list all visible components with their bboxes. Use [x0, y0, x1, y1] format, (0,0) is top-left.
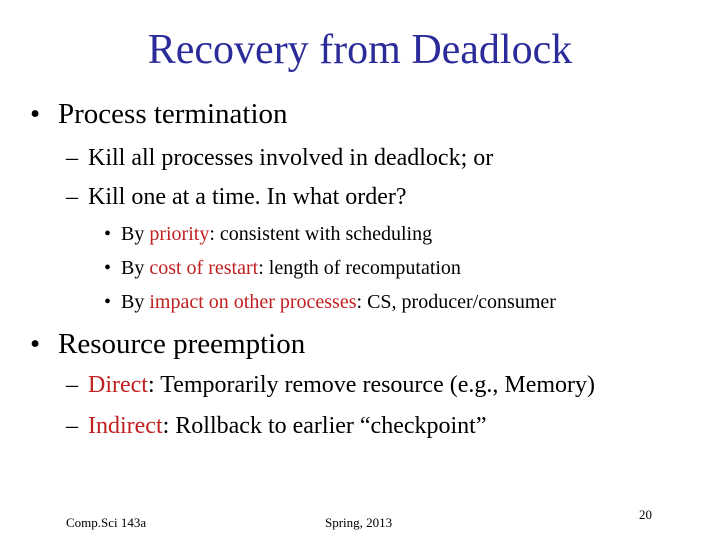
order-rest: : consistent with scheduling: [209, 223, 433, 245]
bullet-label: Process termination: [58, 98, 288, 130]
slide-title: Recovery from Deadlock: [147, 27, 573, 73]
order-highlight: cost of restart: [149, 257, 259, 279]
sub-item-kill-one: [66, 184, 407, 211]
order-prefix: By: [121, 257, 150, 279]
footer-page-number: 20: [639, 507, 652, 522]
bullet-label: Resource preemption: [58, 328, 306, 360]
bullet-icon: •: [104, 291, 112, 313]
dash-icon: –: [66, 184, 78, 210]
sub-item-text: Kill one at a time. In what order?: [88, 184, 407, 210]
dash-icon: –: [66, 145, 78, 171]
bullet-icon: •: [104, 257, 112, 279]
sub-item-highlight: Direct: [88, 372, 148, 398]
bullet-icon: •: [104, 223, 112, 245]
order-item-priority: [104, 223, 432, 246]
order-highlight: priority: [149, 223, 210, 245]
sub-item-kill-all: [66, 145, 493, 172]
bullet-icon: •: [30, 98, 41, 130]
bullet-resource-preemption: [30, 328, 305, 361]
footer-course: Comp.Sci 143a: [66, 515, 147, 530]
sub-item-rest: : Rollback to earlier “checkpoint”: [162, 413, 487, 439]
sub-item-rest: : Temporarily remove resource (e.g., Memory): [147, 372, 596, 398]
order-highlight: impact on other processes: [149, 291, 357, 313]
footer-term: Spring, 2013: [325, 515, 393, 530]
sub-item-indirect: [66, 413, 486, 440]
order-prefix: By: [121, 291, 150, 313]
sub-item-highlight: Indirect: [88, 413, 163, 439]
order-item-cost-of-restart: [104, 257, 461, 280]
sub-item-direct: [66, 372, 595, 399]
dash-icon: –: [66, 413, 78, 439]
bullet-icon: •: [30, 328, 41, 360]
sub-item-text: Kill all processes involved in deadlock; or: [88, 145, 494, 171]
order-item-impact: [104, 291, 556, 314]
dash-icon: –: [66, 372, 78, 398]
order-rest: : CS, producer/consumer: [356, 291, 556, 313]
bullet-process-termination: [30, 98, 288, 131]
order-prefix: By: [121, 223, 150, 245]
order-rest: : length of recomputation: [258, 257, 461, 279]
